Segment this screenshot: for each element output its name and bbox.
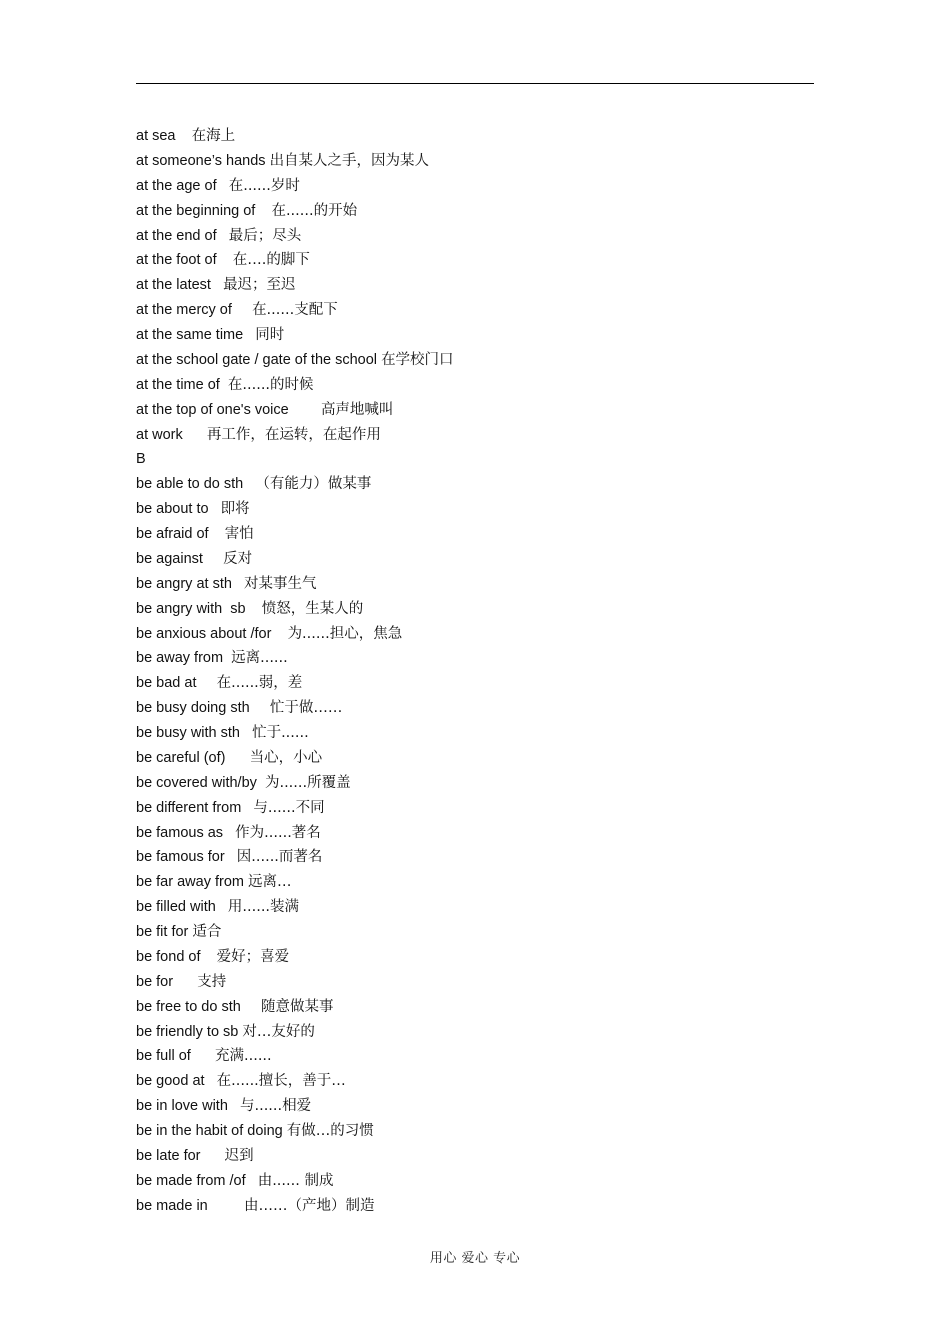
phrase-entry [136, 1169, 816, 1194]
phrase-entry [136, 970, 816, 995]
phrase-entry [136, 547, 816, 572]
phrase-term: be late for [136, 1147, 201, 1164]
phrase-term: be friendly to sb [136, 1023, 239, 1040]
phrase-term: be anxious about /for [136, 625, 272, 642]
phrase-entry [136, 398, 816, 423]
phrase-entry [136, 1144, 816, 1169]
phrase-meaning: 在….的脚下 [232, 252, 310, 269]
phrase-entry [136, 771, 816, 796]
phrase-term: be fond of [136, 948, 201, 965]
phrase-meaning: 反对 [223, 550, 253, 567]
phrase-meaning: 迟到 [224, 1147, 254, 1164]
phrase-meaning: 作为......著名 [235, 824, 321, 841]
phrase-meaning: 支持 [197, 973, 227, 990]
section-letter-text: B [136, 451, 146, 468]
phrase-term: be angry at sth [136, 575, 232, 592]
phrase-meaning: 最后；尽头 [228, 227, 302, 244]
phrase-meaning: 即将 [220, 501, 250, 518]
phrase-entry [136, 821, 816, 846]
phrase-meaning: 用......装满 [227, 899, 300, 916]
phrase-meaning: 爱好；喜爱 [216, 948, 290, 965]
phrase-entry [136, 870, 816, 895]
phrase-term: be covered with/by [136, 774, 257, 791]
phrase-term: be made in [136, 1197, 208, 1214]
phrase-entry [136, 373, 816, 398]
phrase-meaning: 高声地喊叫 [320, 401, 394, 418]
phrase-entry [136, 746, 816, 771]
phrase-entry [136, 796, 816, 821]
phrase-term: be afraid of [136, 526, 209, 542]
phrase-entry [136, 199, 816, 224]
phrase-meaning: 由……（产地）制造 [244, 1197, 375, 1214]
phrase-meaning: 适合 [192, 924, 222, 940]
phrase-meaning: 忙于...... [252, 725, 309, 741]
phrase-meaning: 在学校门口 [381, 351, 454, 368]
phrase-entry [136, 1020, 816, 1045]
phrase-meaning: 充满...... [215, 1048, 272, 1065]
phrase-meaning: 同时 [255, 327, 285, 343]
phrase-entry [136, 298, 816, 323]
phrase-entry [136, 1044, 816, 1069]
phrase-term: be in the habit of doing [136, 1123, 283, 1139]
phrase-meaning: 因......而著名 [236, 849, 323, 866]
phrase-meaning: （有能力）做某事 [255, 476, 372, 493]
phrase-term: be fit for [136, 924, 189, 940]
phrase-term: at the foot of [136, 252, 217, 269]
phrase-meaning: 再工作，在运转，在起作用 [206, 426, 381, 443]
phrase-entry [136, 273, 816, 298]
phrase-entry [136, 1194, 816, 1219]
phrase-term: be famous for [136, 849, 225, 866]
phrase-entry [136, 721, 816, 746]
phrase-term: be far away from [136, 874, 244, 891]
phrase-entry [136, 597, 816, 622]
phrase-term: at the top of one's voice [136, 401, 289, 418]
phrase-entry [136, 348, 816, 373]
phrase-entry [136, 646, 816, 671]
header-rule [136, 83, 814, 84]
phrase-meaning: 在海上 [191, 128, 236, 144]
phrase-term: be in love with [136, 1098, 228, 1115]
phrase-entry [136, 1069, 816, 1094]
phrase-term: at work [136, 426, 183, 443]
phrase-entry [136, 845, 816, 870]
phrase-term: at the school gate / gate of the school [136, 351, 378, 368]
phrase-term: be good at [136, 1073, 205, 1090]
phrase-entry [136, 124, 816, 149]
phrase-list [136, 124, 816, 1219]
phrase-entry [136, 572, 816, 597]
phrase-term: be busy doing sth [136, 700, 250, 717]
phrase-meaning: 忙于做…… [269, 700, 343, 717]
phrase-meaning: 在......的时候 [227, 376, 314, 393]
phrase-entry [136, 497, 816, 522]
phrase-meaning: 由...... 制成 [257, 1172, 334, 1189]
phrase-meaning: 害怕 [224, 526, 254, 542]
phrase-term: at someone’s hands [136, 152, 266, 169]
phrase-term: be filled with [136, 899, 216, 916]
phrase-term: at the time of [136, 376, 220, 393]
phrase-entry [136, 671, 816, 696]
page-footer: 用心 爱心 专心 [429, 1251, 521, 1266]
phrase-term: be made from /of [136, 1172, 246, 1189]
phrase-meaning: 远离...... [231, 650, 288, 667]
phrase-term: at the same time [136, 327, 244, 343]
phrase-meaning: 出自某人之手，因为某人 [269, 152, 430, 169]
phrase-meaning: 愤怒，生某人的 [261, 600, 364, 617]
phrase-entry [136, 149, 816, 174]
phrase-meaning: 随意做某事 [260, 998, 334, 1015]
phrase-meaning: 当心，小心 [249, 749, 323, 766]
phrase-term: be away from [136, 650, 224, 667]
phrase-meaning: 与......不同 [253, 799, 325, 816]
phrase-entry [136, 248, 816, 273]
phrase-term: at the mercy of [136, 302, 232, 319]
phrase-entry [136, 1094, 816, 1119]
phrase-entry [136, 945, 816, 970]
phrase-meaning: 对某事生气 [244, 575, 317, 592]
phrase-entry [136, 522, 816, 547]
phrase-term: be busy with sth [136, 725, 240, 741]
phrase-term: be bad at [136, 675, 197, 692]
phrase-term: be against [136, 550, 203, 567]
phrase-meaning: 为......担心，焦急 [287, 625, 403, 642]
phrase-entry [136, 1119, 816, 1144]
phrase-meaning: 在......的开始 [271, 202, 358, 219]
phrase-meaning: 与......相爱 [239, 1098, 312, 1115]
phrase-meaning: 有做…的习惯 [286, 1123, 374, 1139]
phrase-term: be different from [136, 799, 242, 816]
phrase-meaning: 最迟；至迟 [223, 277, 296, 294]
phrase-meaning: 在......擅长，善于… [216, 1073, 346, 1090]
phrase-term: at sea [136, 128, 176, 144]
phrase-entry [136, 224, 816, 249]
phrase-entry [136, 920, 816, 945]
section-letter [136, 447, 816, 472]
phrase-term: at the end of [136, 227, 217, 244]
phrase-meaning: 为......所覆盖 [264, 774, 351, 791]
phrase-term: be famous as [136, 824, 224, 841]
phrase-meaning: 在......岁时 [228, 177, 300, 194]
phrase-entry [136, 622, 816, 647]
phrase-term: be able to do sth [136, 476, 244, 493]
phrase-meaning: 远离… [248, 874, 292, 891]
phrase-meaning: 在......弱，差 [216, 675, 303, 692]
phrase-entry [136, 995, 816, 1020]
phrase-term: be for [136, 973, 174, 990]
phrase-entry [136, 696, 816, 721]
phrase-term: be careful (of) [136, 749, 226, 766]
phrase-meaning: 对…友好的 [242, 1023, 315, 1040]
phrase-term: at the beginning of [136, 202, 256, 219]
phrase-term: at the latest [136, 277, 211, 294]
phrase-term: be free to do sth [136, 998, 241, 1015]
phrase-meaning: 在......支配下 [252, 302, 338, 319]
phrase-entry [136, 472, 816, 497]
phrase-term: at the age of [136, 177, 217, 194]
phrase-entry [136, 895, 816, 920]
phrase-entry [136, 423, 816, 448]
phrase-term: be full of [136, 1048, 191, 1065]
phrase-entry [136, 174, 816, 199]
phrase-entry [136, 323, 816, 348]
phrase-term: be about to [136, 501, 209, 518]
phrase-term: be angry with sb [136, 600, 246, 617]
